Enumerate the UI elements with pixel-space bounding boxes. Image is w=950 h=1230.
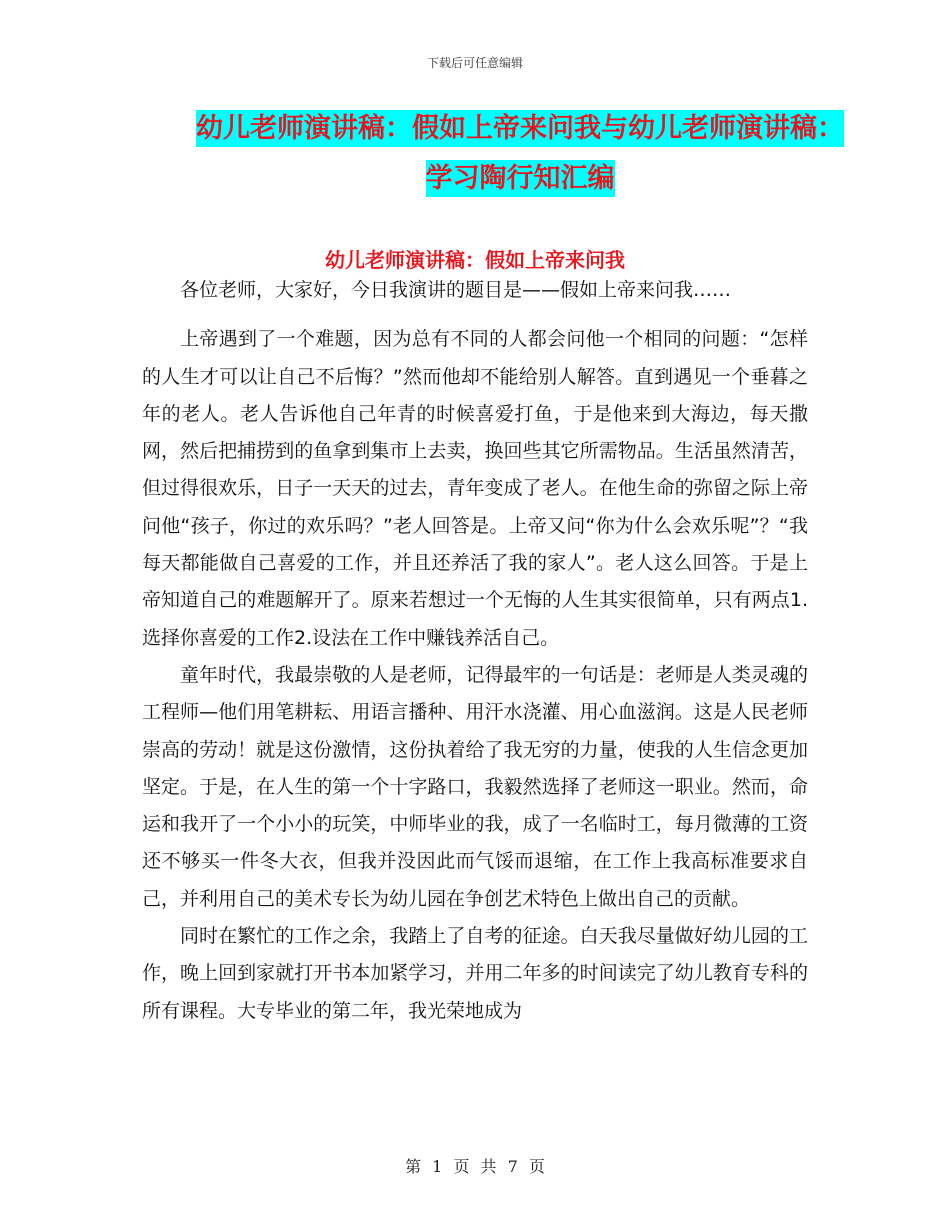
page-footer: 第 1 页 共 7 页	[405, 1157, 545, 1176]
document-title-line-2: 学习陶行知汇编	[426, 160, 615, 197]
body-text	[142, 272, 808, 1030]
paragraph-4: 同时在繁忙的工作之余，我踏上了自考的征途。白天我尽量做好幼儿园的工作，晚上回到家就打开书本加紧学习，并用二年多的时间读完了幼儿教育专科的所有课程。大专毕业的第二年，我光荣地成为	[142, 925, 808, 1022]
header-note: 下载后可任意编辑	[426, 56, 523, 70]
section-title: 幼儿老师演讲稿：假如上帝来问我	[325, 248, 625, 272]
paragraph-3: 童年时代，我最崇敬的人是老师，记得最牢的一句话是：老师是人类灵魂的工程师—他们用笔耕耘、用语言播种、用汗水浇灌、用心血滋润。这是人民老师崇高的劳动！就是这份激情，这份执着给了我无穷的力量，使我的人生信念更加坚定。于是，在人生的第一个十字路口，我毅然选择了老师这一职业。然而，命运和我开了一个小小的玩笑，中师毕业的我，成了一名临时工，每月微薄的工资还不够买一件冬大衣，但我并没因此而气馁而退缩，在工作上我高标准要求自己，并利用自己的美术专长为幼儿园在争创艺术特色上做出自己的贡献。	[142, 663, 808, 910]
paragraph-1: 各位老师，大家好，今日我演讲的题目是——假如上帝来问我……	[180, 279, 732, 301]
paragraph-2: 上帝遇到了一个难题，因为总有不同的人都会问他一个相同的问题：“怎样的人生才可以让自己不后悔？”然而他却不能给别人解答。直到遇见一个垂暮之年的老人。老人告诉他自己年青的时候喜爱打鱼，于是他来到大海边，每天撒网，然后把捕捞到的鱼拿到集市上去卖，换回些其它所需物品。生活虽然清苦，但过得很欢乐，日子一天天的过去，青年变成了老人。在他生命的弥留之际上帝问他“孩子，你过的欢乐吗？”老人回答是。上帝又问“你为什么会欢乐呢”？“我每天都能做自己喜爱的工作，并且还养活了我的家人”。老人这么回答。于是上帝知道自己的难题解开了。原来若想过一个无悔的人生其实很简单，只有两点1.选择你喜爱的工作2.设法在工作中赚钱养活自己。	[142, 328, 808, 649]
document-title	[170, 104, 870, 204]
document-title-line-1: 幼儿老师演讲稿：假如上帝来问我与幼儿老师演讲稿：	[196, 110, 844, 147]
